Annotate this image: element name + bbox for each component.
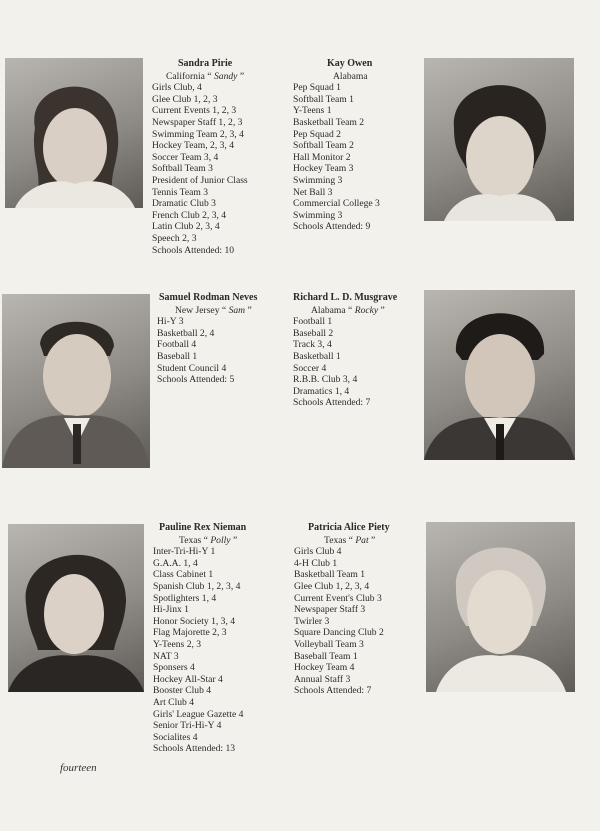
activity-item: Inter-Tri-Hi-Y 1 — [153, 546, 216, 558]
origin-state: California — [166, 70, 205, 82]
activity-item: Schools Attended: 5 — [157, 374, 235, 386]
activity-item: Newspaper Staff 3 — [294, 604, 366, 616]
origin-state: Texas — [179, 534, 202, 546]
entry-patricia-piety — [294, 522, 422, 697]
student-name: Richard L. D. Musgrave — [293, 292, 398, 303]
activity-item: Y-Teens 1 — [293, 105, 332, 117]
activity-item: Girls Club, 4 — [152, 82, 202, 94]
activity-item: Football 4 — [157, 339, 197, 351]
activity-list — [293, 82, 418, 233]
activity-item: Twirler 3 — [294, 615, 330, 627]
activity-item: Soccer Team 3, 4 — [152, 151, 219, 163]
activity-item: Dramatics 1, 4 — [293, 385, 350, 397]
activity-item: Schools Attended: 10 — [152, 244, 235, 256]
student-origin: New Jersey “ Sam ” — [175, 304, 252, 316]
activity-item: Basketball 2, 4 — [157, 327, 215, 339]
activity-item: Spotlighters 1, 4 — [153, 592, 217, 604]
student-origin: Texas “ Pat ” — [324, 534, 376, 546]
student-name: Patricia Alice Piety — [308, 522, 390, 533]
activity-item: Hockey Team 3 — [293, 163, 354, 175]
activity-item: Hall Monitor 2 — [293, 151, 351, 163]
origin-state: New Jersey — [175, 304, 220, 316]
activity-item: Basketball 1 — [293, 350, 341, 362]
activity-list — [153, 546, 278, 755]
activity-item: G.A.A. 1, 4 — [153, 557, 198, 569]
activity-item: Hi-Jinx 1 — [153, 604, 189, 616]
activity-item: Basketball Team 2 — [293, 116, 365, 128]
activity-item: Glee Club 1, 2, 3 — [152, 93, 218, 105]
activity-item: Swimming Team 2, 3, 4 — [152, 128, 244, 140]
portrait-richard-musgrave — [424, 290, 575, 460]
activity-item: Student Council 4 — [157, 362, 227, 374]
activity-item: Girls Club 4 — [294, 546, 342, 558]
activity-list — [294, 546, 422, 697]
activity-item: NAT 3 — [153, 650, 179, 662]
entry-sandra-pirie — [152, 58, 270, 256]
activity-item: Swimming 3 — [293, 174, 343, 186]
activity-item: Schools Attended: 9 — [293, 221, 371, 233]
activity-item: Hi-Y 3 — [157, 316, 184, 328]
activity-item: Pep Squad 2 — [293, 128, 341, 140]
activity-item: Socialites 4 — [153, 731, 198, 743]
activity-item: Glee Club 1, 2, 3, 4 — [294, 580, 370, 592]
activity-item: Baseball Team 1 — [294, 650, 358, 662]
activity-item: Swimming 3 — [293, 209, 343, 221]
activity-item: 4-H Club 1 — [294, 557, 338, 569]
activity-item: Art Club 4 — [153, 696, 195, 708]
activity-item: Baseball 2 — [293, 327, 334, 339]
student-origin: Texas “ Polly ” — [179, 534, 238, 546]
nickname: Sandy — [213, 70, 238, 82]
activity-item: Sponsers 4 — [153, 662, 195, 674]
student-origin: Alabama “ Rocky ” — [311, 304, 385, 316]
activity-item: Annual Staff 3 — [294, 673, 351, 685]
activity-item: Class Cabinet 1 — [153, 569, 214, 581]
entry-richard-musgrave — [293, 292, 421, 409]
activity-item: Senior Tri-Hi-Y 4 — [153, 720, 222, 732]
activity-item: Schools Attended: 13 — [153, 743, 236, 755]
activity-item: Schools Attended: 7 — [293, 397, 371, 409]
nickname: Sam — [228, 304, 246, 316]
student-name: Kay Owen — [327, 58, 373, 69]
origin-state: Alabama — [333, 70, 368, 82]
activity-item: Hockey Team 4 — [294, 662, 355, 674]
activity-list — [157, 316, 282, 386]
origin-state: Texas — [324, 534, 347, 546]
page-number: fourteen — [60, 762, 97, 774]
entry-samuel-neves — [157, 292, 282, 386]
portrait-samuel-neves — [2, 294, 150, 468]
activity-item: Pep Squad 1 — [293, 82, 341, 94]
activity-item: Softball Team 3 — [152, 163, 213, 175]
activity-item: Schools Attended: 7 — [294, 685, 372, 697]
origin-state: Alabama — [311, 304, 346, 316]
activity-item: Tennis Team 3 — [152, 186, 209, 198]
portrait-pauline-nieman — [8, 524, 144, 692]
activity-item: Baseball 1 — [157, 350, 198, 362]
activity-item: Flag Majorette 2, 3 — [153, 627, 227, 639]
activity-item: Track 3, 4 — [293, 339, 332, 351]
entry-kay-owen — [293, 58, 418, 233]
activity-item: Y-Teens 2, 3 — [153, 638, 202, 650]
activity-list — [152, 82, 270, 256]
activity-item: R.B.B. Club 3, 4 — [293, 374, 358, 386]
student-origin: California “ Sandy ” — [166, 70, 245, 82]
activity-item: Basketball Team 1 — [294, 569, 366, 581]
activity-item: Hockey Team, 2, 3, 4 — [152, 140, 235, 152]
activity-item: President of Junior Class — [152, 174, 248, 186]
portrait-sandra-pirie — [5, 58, 143, 208]
activity-item: Volleyball Team 3 — [294, 638, 364, 650]
activity-item: Softball Team 2 — [293, 140, 354, 152]
activity-item: Net Ball 3 — [293, 186, 333, 198]
activity-item: Spanish Club 1, 2, 3, 4 — [153, 580, 241, 592]
activity-item: Latin Club 2, 3, 4 — [152, 221, 220, 233]
nickname: Rocky — [354, 304, 379, 316]
student-name: Samuel Rodman Neves — [159, 292, 258, 303]
activity-item: Booster Club 4 — [153, 685, 212, 697]
activity-item: Commercial College 3 — [293, 198, 380, 210]
portrait-patricia-piety — [426, 522, 575, 692]
student-name: Sandra Pirie — [178, 58, 233, 69]
activity-item: Square Dancing Club 2 — [294, 627, 384, 639]
nickname: Pat — [355, 534, 369, 546]
activity-item: Football 1 — [293, 316, 333, 328]
activity-item: Softball Team 1 — [293, 93, 354, 105]
activity-item: Honor Society 1, 3, 4 — [153, 615, 236, 627]
activity-item: Current Event's Club 3 — [294, 592, 382, 604]
activity-item: Soccer 4 — [293, 362, 327, 374]
activity-list — [293, 316, 421, 409]
portrait-kay-owen — [424, 58, 574, 221]
activity-item: French Club 2, 3, 4 — [152, 209, 227, 221]
activity-item: Speech 2, 3 — [152, 232, 197, 244]
nickname: Polly — [210, 534, 231, 546]
student-name: Pauline Rex Nieman — [159, 522, 247, 533]
activity-item: Girls' League Gazette 4 — [153, 708, 244, 720]
entry-pauline-nieman — [153, 522, 278, 755]
student-origin — [293, 71, 418, 83]
activity-item: Hockey All-Star 4 — [153, 673, 223, 685]
activity-item: Newspaper Staff 1, 2, 3 — [152, 116, 243, 128]
activity-item: Current Events 1, 2, 3 — [152, 105, 237, 117]
activity-item: Dramatic Club 3 — [152, 198, 216, 210]
